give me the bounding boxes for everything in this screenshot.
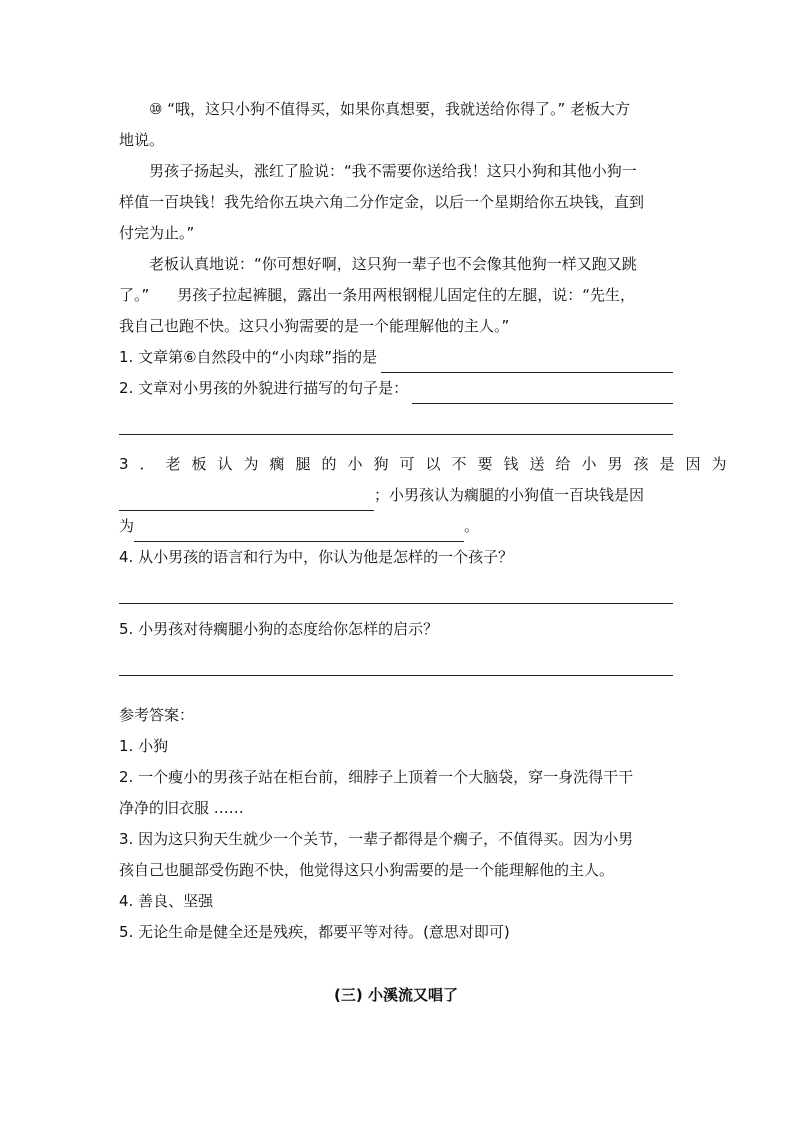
question-4: 4. 从小男孩的语言和行为中，你认为他是怎样的一个孩子？ [119, 548, 514, 566]
spacer [119, 604, 673, 614]
question-1 [119, 342, 673, 373]
question-3-line3-prefix: 为 [119, 517, 135, 535]
passage-p2-line1: 男孩子扬起头，涨红了脸说：“我不需要你送给我！这只小狗和其他小狗一 [149, 162, 637, 180]
passage-p3-line2 [119, 280, 673, 311]
question-4-answer-blank[interactable] [119, 573, 673, 604]
question-3-mid-text: ；小男孩认为瘸腿的小狗值一百块钱是因 [374, 486, 645, 504]
section-title: (三) 小溪流又唱了 [334, 986, 458, 1004]
passage-p3-line2-part1: 了。” [119, 286, 150, 304]
spacer [119, 676, 673, 700]
question-3-line1: 3．老板认为瘸腿的小狗可以不要钱送给小男孩是因为 [119, 455, 738, 473]
question-5-answer-blank[interactable] [119, 645, 673, 676]
question-2-answer-blank[interactable] [412, 381, 673, 404]
answers-heading: 参考答案： [119, 706, 195, 724]
answer-3-line2: 孩自己也腿部受伤跑不快，他觉得这只小狗需要的是一个能理解他的主人。 [119, 861, 615, 879]
answer-2-line2: 净净的旧衣服 …… [119, 799, 244, 817]
answer-5: 5. 无论生命是健全还是残疾，都要平等对待。(意思对即可) [119, 923, 510, 941]
passage-p3-line2-part2: 男孩子拉起裤腿，露出一条用两根钢棍儿固定住的左腿，说：“先生， [177, 286, 636, 304]
question-5: 5. 小男孩对待瘸腿小狗的态度给你怎样的启示？ [119, 620, 439, 638]
question-2 [119, 373, 673, 404]
question-1-answer-blank[interactable] [381, 350, 673, 373]
passage-p3-line3: 我自己也跑不快。这只小狗需要的是一个能理解他的主人。” [119, 317, 510, 335]
question-1-text: 1. 文章第⑥自然段中的“小肉球”指的是 [119, 348, 378, 366]
answer-4: 4. 善良、坚强 [119, 892, 214, 910]
passage-p1-line2: 地说。 [119, 131, 165, 149]
question-2-text: 2. 文章对小男孩的外貌进行描写的句子是： [119, 379, 409, 397]
question-3-end: 。 [464, 517, 480, 535]
question-3-line2 [119, 480, 673, 511]
passage-p1-line1: ⑩ “哦，这只小狗不值得买，如果你真想要，我就送给你得了。” 老板大方 [149, 100, 631, 118]
question-2-answer-blank-line2[interactable] [119, 404, 673, 435]
answer-3-line1: 3. 因为这只狗天生就少一个关节，一辈子都得是个瘸子，不值得买。因为小男 [119, 830, 634, 848]
answer-2-line1: 2. 一个瘦小的男孩子站在柜台前，细脖子上顶着一个大脑袋，穿一身洗得干干 [119, 768, 634, 786]
passage-p2-line3: 付完为止。” [119, 224, 195, 242]
document-page [119, 94, 738, 1011]
question-3-line3 [119, 511, 673, 542]
question-3-answer-blank-2[interactable] [134, 521, 464, 542]
question-3-answer-blank-1[interactable] [119, 490, 374, 511]
answer-1: 1. 小狗 [119, 737, 169, 755]
passage-p3-line1: 老板认真地说：“你可想好啊，这只狗一辈子也不会像其他狗一样又跑又跳 [149, 255, 637, 273]
spacer [119, 435, 673, 449]
passage-p2-line2: 样值一百块钱！我先给你五块六角二分作定金，以后一个星期给你五块钱，直到 [119, 193, 645, 211]
